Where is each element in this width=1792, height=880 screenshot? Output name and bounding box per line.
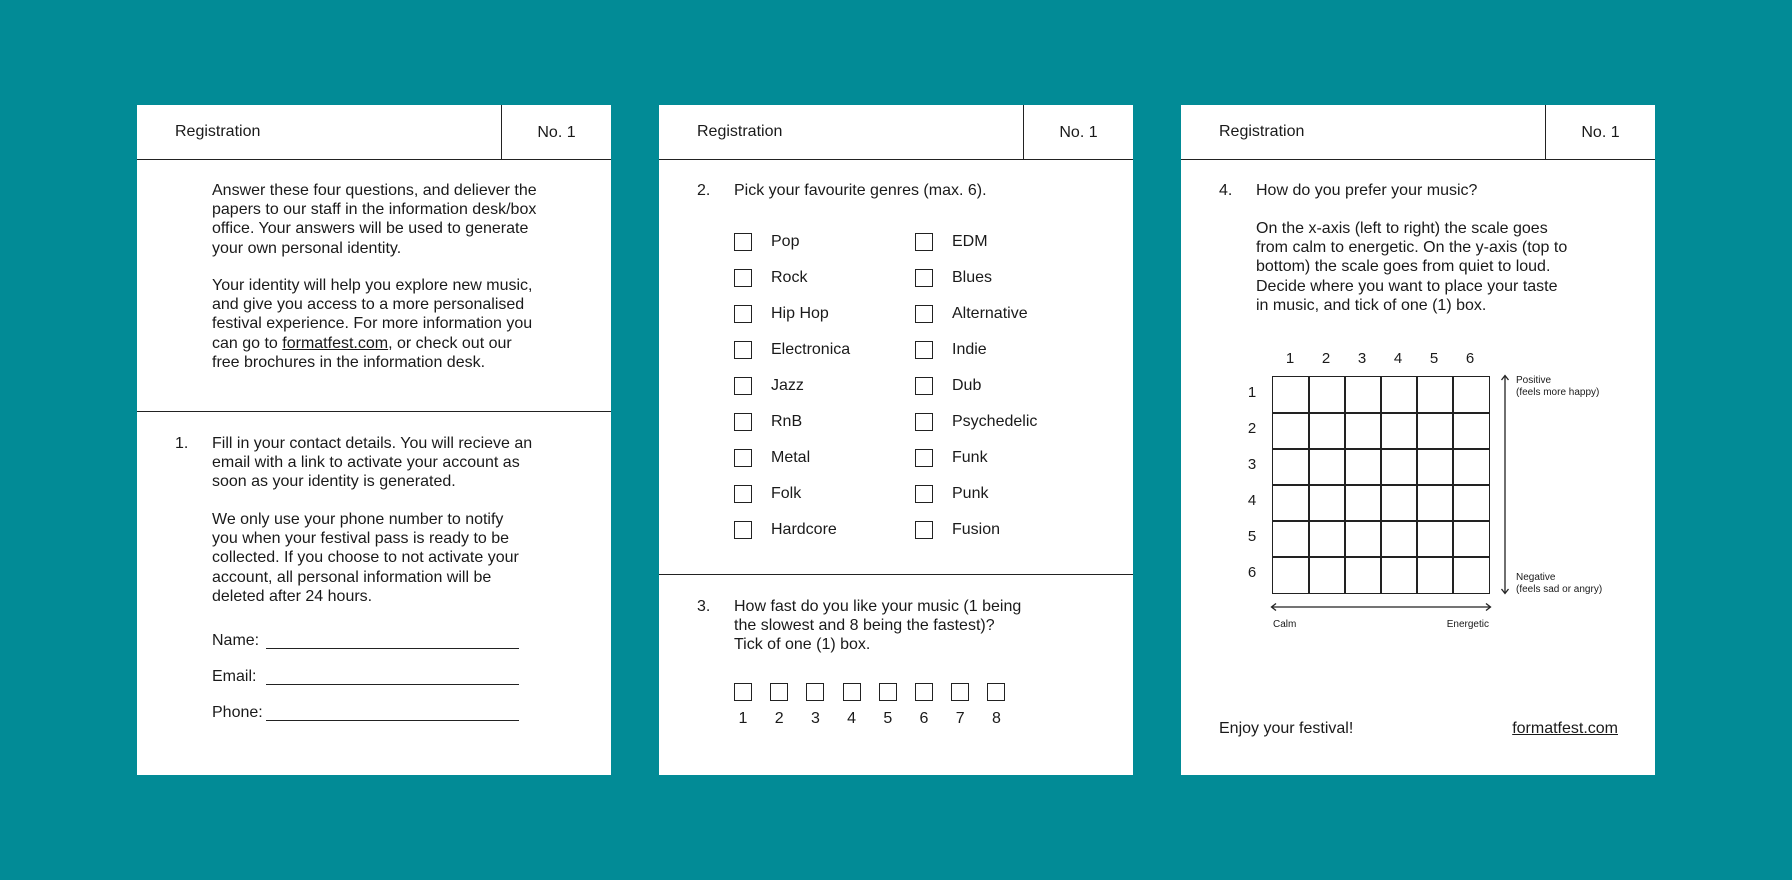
text: can go to — [212, 334, 283, 352]
speed-number: 4 — [847, 710, 857, 727]
genre-label: Psychedelic — [952, 413, 1038, 430]
grid-row-label: 4 — [1247, 492, 1257, 509]
genre-checkbox[interactable] — [915, 341, 933, 359]
name-field[interactable] — [212, 632, 259, 650]
genre-checkbox[interactable] — [915, 305, 933, 323]
text-line: collected. If you choose to not activate your — [212, 549, 519, 567]
field-label: Email: — [212, 668, 257, 685]
text-line: deleted after 24 hours. — [212, 587, 373, 605]
speed-number: 1 — [738, 710, 748, 727]
text-line: you when your festival pass is ready to be — [212, 530, 510, 548]
genre-checkbox[interactable] — [734, 269, 752, 287]
genre-checkbox[interactable] — [915, 233, 933, 251]
card-intro-contact — [137, 105, 611, 775]
grid-row-label: 6 — [1247, 564, 1257, 581]
text-line: and give you access to a more personalised — [212, 296, 525, 314]
genre-checkbox[interactable] — [734, 485, 752, 503]
genre-checkbox[interactable] — [734, 521, 752, 539]
text-line — [212, 334, 532, 353]
text-line: Tick of one (1) box. — [734, 636, 871, 654]
speed-checkbox[interactable] — [770, 683, 788, 701]
header-title: Registration — [697, 123, 783, 140]
vertical-arrow-icon — [1502, 376, 1509, 594]
calm-label: Calm — [1273, 619, 1297, 630]
question-number: 4. — [1219, 182, 1233, 199]
q1-paragraph-2 — [212, 510, 519, 606]
email-input-line[interactable] — [266, 684, 519, 685]
text-line: from calm to energetic. On the y-axis (top to — [1256, 239, 1568, 257]
genre-checkbox[interactable] — [734, 341, 752, 359]
text: , or check out our — [388, 334, 512, 352]
genre-checkbox[interactable] — [915, 521, 933, 539]
text-line: (feels more happy) — [1516, 386, 1600, 398]
speed-number: 7 — [955, 710, 965, 727]
grid-row-label: 3 — [1247, 456, 1257, 473]
text-line: Negative — [1516, 572, 1556, 583]
text-line: account, all personal information will be — [212, 568, 492, 586]
text-line: your own personal identity. — [212, 239, 402, 257]
divider — [137, 411, 611, 412]
genre-label: Blues — [952, 269, 993, 286]
website-link[interactable]: formatfest.com — [282, 334, 389, 352]
text-line: festival experience. For more information you — [212, 315, 533, 333]
text-line: How fast do you like your music (1 being — [734, 598, 1022, 615]
speed-checkbox[interactable] — [879, 683, 897, 701]
genre-label: Folk — [771, 485, 802, 502]
speed-number: 5 — [883, 710, 893, 727]
grid-column-label: 2 — [1321, 350, 1331, 367]
grid-row-label: 2 — [1247, 420, 1257, 437]
footer-message: Enjoy your festival! — [1219, 720, 1354, 737]
question-number: 2. — [697, 182, 711, 199]
q1-paragraph-1 — [212, 434, 532, 492]
text-line: email with a link to activate your account as — [212, 454, 520, 472]
genre-checkbox[interactable] — [915, 377, 933, 395]
grid-column-label: 3 — [1357, 350, 1367, 367]
q2-text: Pick your favourite genres (max. 6). — [734, 182, 987, 199]
energetic-label: Energetic — [1446, 619, 1489, 630]
text-line: office. Your answers will be used to generate — [212, 220, 529, 238]
q4-question: How do you prefer your music? — [1256, 182, 1478, 199]
text-line: (feels sad or angry) — [1516, 583, 1603, 595]
intro-paragraph-1 — [212, 181, 537, 258]
genre-label: Funk — [952, 449, 988, 466]
genre-label: Alternative — [952, 305, 1028, 322]
text-line: in music, and tick of one (1) box. — [1256, 296, 1487, 314]
text-line: On the x-axis (left to right) the scale goes — [1256, 220, 1548, 237]
genre-label: RnB — [771, 413, 803, 430]
email-field[interactable] — [212, 668, 256, 686]
card-genres-speed — [659, 105, 1133, 775]
speed-checkbox[interactable] — [915, 683, 933, 701]
text-line: Your identity will help you explore new music, — [212, 277, 533, 294]
genre-label: Rock — [771, 269, 808, 286]
text-line: Positive — [1516, 375, 1552, 386]
genre-label: Pop — [771, 233, 800, 250]
text-line: free brochures in the information desk. — [212, 353, 486, 371]
genre-label: Jazz — [771, 377, 804, 394]
genre-checkbox[interactable] — [734, 449, 752, 467]
text-line: Fill in your contact details. You will recieve an — [212, 435, 533, 452]
genre-checkbox[interactable] — [915, 413, 933, 431]
genre-checkbox[interactable] — [734, 413, 752, 431]
genre-label: Dub — [952, 377, 982, 394]
genre-checkbox[interactable] — [915, 269, 933, 287]
genre-label: EDM — [952, 233, 988, 250]
text-line: Answer these four questions, and deliever the — [212, 182, 537, 199]
horizontal-arrow-icon — [1272, 604, 1491, 611]
genre-label: Indie — [952, 341, 987, 358]
genre-label: Fusion — [952, 521, 1001, 538]
question-number: 3. — [697, 598, 711, 615]
genre-checkbox[interactable] — [734, 305, 752, 323]
speed-checkbox[interactable] — [987, 683, 1005, 701]
genre-checkbox[interactable] — [915, 485, 933, 503]
phone-field[interactable] — [212, 704, 263, 722]
card-header — [137, 105, 611, 160]
text-line: Decide where you want to place your taste — [1256, 277, 1558, 295]
grid-column-label: 5 — [1429, 350, 1439, 367]
speed-checkbox[interactable] — [951, 683, 969, 701]
card-header — [659, 105, 1133, 160]
question-number: 1. — [175, 435, 189, 452]
speed-checkbox[interactable] — [734, 683, 752, 701]
field-label: Phone: — [212, 704, 263, 721]
genre-label: Hip Hop — [771, 305, 829, 322]
field-label: Name: — [212, 632, 260, 649]
grid-row-label: 1 — [1247, 384, 1257, 401]
grid-column-label: 4 — [1393, 350, 1403, 367]
header-title: Registration — [1219, 123, 1305, 140]
q3-text — [734, 597, 1021, 655]
grid-column-label: 6 — [1465, 350, 1475, 367]
divider — [659, 574, 1133, 575]
genre-label: Electronica — [771, 341, 851, 358]
genre-label: Metal — [771, 449, 811, 466]
genre-checkbox[interactable] — [915, 449, 933, 467]
text-line: the slowest and 8 being the fastest)? — [734, 617, 995, 635]
genre-checkbox[interactable] — [734, 233, 752, 251]
speed-checkbox[interactable] — [806, 683, 824, 701]
phone-input-line[interactable] — [266, 720, 519, 721]
website-link[interactable]: formatfest.com — [1512, 720, 1618, 737]
text-line: soon as your identity is generated. — [212, 473, 456, 491]
genre-label: Punk — [952, 485, 989, 502]
name-input-line[interactable] — [266, 648, 519, 649]
speed-number: 2 — [774, 710, 784, 727]
axis-arrows — [1181, 105, 1655, 775]
header-number: No. 1 — [1023, 105, 1133, 159]
speed-checkbox[interactable] — [843, 683, 861, 701]
text-line: bottom) the scale goes from quiet to loud. — [1256, 258, 1551, 276]
header-number: No. 1 — [1545, 105, 1655, 159]
genre-checkbox[interactable] — [734, 377, 752, 395]
genre-label: Hardcore — [771, 521, 837, 538]
header-title: Registration — [175, 123, 261, 140]
text-line: papers to our staff in the information desk/box — [212, 201, 537, 219]
text-line: We only use your phone number to notify — [212, 511, 504, 528]
card-mood-grid — [1181, 105, 1655, 775]
header-number: No. 1 — [501, 105, 611, 159]
speed-number: 8 — [991, 710, 1001, 727]
intro-paragraph-2 — [212, 276, 532, 372]
footer-website-link[interactable] — [1463, 719, 1618, 738]
grid-column-label: 1 — [1285, 350, 1295, 367]
speed-number: 6 — [919, 710, 929, 727]
grid-row-label: 5 — [1247, 528, 1257, 545]
speed-number: 3 — [810, 710, 820, 727]
